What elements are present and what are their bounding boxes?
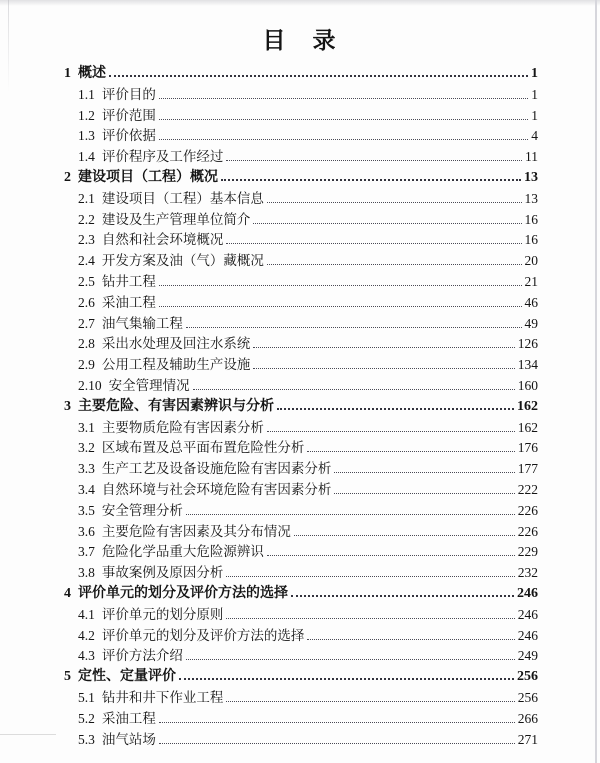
- toc-entry-page: 16: [524, 211, 538, 227]
- toc-entry-number: 2.2: [78, 211, 95, 227]
- toc-entry-number: 3.1: [78, 419, 95, 435]
- toc-entry: [64, 459, 538, 480]
- toc-entry-page: 126: [517, 336, 538, 352]
- toc-entry-label: 油气站场: [101, 731, 156, 747]
- toc-dot-leader: [253, 347, 514, 348]
- toc-entry-number: 4: [64, 585, 71, 601]
- toc-entry-label: 主要危险有害因素及其分布情况: [101, 523, 291, 539]
- toc-entry-label: 建设项目（工程）概况: [78, 169, 218, 185]
- toc-dot-leader: [159, 98, 528, 99]
- toc-entry-label: 自然和社会环境概况: [101, 232, 224, 248]
- toc-dot-leader: [226, 243, 521, 244]
- toc-entry-page: 222: [517, 481, 538, 497]
- scan-edge-bottom: [0, 734, 56, 735]
- toc-entry-number: 1.2: [78, 107, 95, 123]
- toc-entry-number: 3.8: [78, 565, 95, 581]
- toc-entry-label: 评价程序及工作经过: [101, 149, 224, 165]
- toc-entry-label: 评价单元的划分原则: [101, 606, 224, 622]
- toc-entry-page: 271: [517, 731, 538, 747]
- toc-entry-label: 油气集输工程: [101, 315, 183, 331]
- toc-entry-page: 226: [517, 502, 538, 518]
- toc-dot-leader: [159, 285, 522, 286]
- toc-dot-leader: [291, 595, 514, 597]
- toc-entry-label: 评价方法介绍: [101, 648, 183, 664]
- toc-entry: [64, 106, 538, 127]
- toc-dot-leader: [294, 535, 515, 536]
- toc-entry-number: 5.1: [78, 689, 95, 705]
- toc-dot-leader: [186, 514, 515, 515]
- toc-dot-leader: [226, 160, 522, 161]
- toc-dot-leader: [226, 618, 514, 619]
- toc-dot-leader: [226, 701, 514, 702]
- toc-entry-page: 266: [517, 710, 538, 726]
- toc-entry-number: 5.2: [78, 710, 95, 726]
- toc-entry: [64, 688, 538, 709]
- toc-entry-page: 13: [524, 190, 538, 206]
- toc-entry: [64, 210, 538, 231]
- toc-entry-label: 事故案例及原因分析: [101, 565, 224, 581]
- toc-entry-number: 2.1: [78, 190, 95, 206]
- toc-entry-label: 钻井和井下作业工程: [101, 689, 224, 705]
- toc-entry-label: 公用工程及辅助生产设施: [101, 357, 251, 373]
- toc-entry-number: 5.3: [78, 731, 95, 747]
- toc-dot-leader: [179, 678, 514, 680]
- toc-entry-number: 3.3: [78, 461, 95, 477]
- toc-entry-page: 256: [517, 669, 538, 685]
- toc-entry: [64, 646, 538, 667]
- toc-entry-label: 安全管理情况: [108, 377, 190, 393]
- toc-entry: [64, 709, 538, 730]
- toc-entry-label: 概述: [78, 66, 106, 81]
- toc-entry-number: 3.5: [78, 502, 95, 518]
- toc-entry-label: 评价单元的划分及评价方法的选择: [78, 585, 288, 601]
- toc-dot-leader: [159, 119, 528, 120]
- toc-entry: [64, 147, 538, 168]
- toc-entry-number: 3.6: [78, 523, 95, 539]
- toc-entry: [64, 730, 538, 751]
- toc-entry: [64, 605, 538, 626]
- toc-dot-leader: [334, 472, 514, 473]
- toc-entry-label: 区域布置及总平面布置危险性分析: [101, 440, 305, 456]
- toc-entry-page: 246: [517, 606, 538, 622]
- toc-entry-page: 134: [517, 357, 538, 373]
- toc-entry-page: 49: [524, 315, 538, 331]
- toc-entry-label: 采出水处理及回注水系统: [101, 336, 251, 352]
- toc-entry-number: 1.3: [78, 128, 95, 144]
- toc-entry: [64, 522, 538, 543]
- toc-dot-leader: [277, 408, 514, 410]
- toc-entry-page: 256: [517, 689, 538, 705]
- toc-dot-leader: [267, 264, 522, 265]
- toc-dot-leader: [186, 659, 515, 660]
- toc-entry-page: 21: [524, 273, 538, 289]
- toc-entry-label: 建设及生产管理单位简介: [101, 211, 251, 227]
- toc-entry-number: 3: [64, 398, 71, 414]
- toc-entry-number: 1: [64, 66, 71, 81]
- toc-dot-leader: [159, 722, 515, 723]
- toc-entry-page: 1: [531, 107, 538, 123]
- toc-entry-number: 2.8: [78, 336, 95, 352]
- toc-entry: [64, 334, 538, 355]
- toc-entry-page: 1: [531, 66, 538, 81]
- toc-entry-label: 评价目的: [101, 86, 156, 102]
- toc-dot-leader: [267, 202, 522, 203]
- toc-entry-label: 主要物质危险有害因素分析: [101, 419, 264, 435]
- toc-entry-label: 建设项目（工程）基本信息: [101, 190, 264, 206]
- toc-dot-leader: [267, 431, 515, 432]
- toc-entry-number: 2: [64, 169, 71, 185]
- toc-entry: [64, 189, 538, 210]
- toc-entry-number: 1.4: [78, 149, 95, 165]
- toc-entry: [64, 397, 538, 418]
- toc-entry-label: 安全管理分析: [101, 502, 183, 518]
- toc-entry-number: 4.1: [78, 606, 95, 622]
- toc-entry: [64, 480, 538, 501]
- toc-entry-label: 主要危险、有害因素辨识与分析: [78, 398, 274, 414]
- toc-dot-leader: [307, 639, 514, 640]
- toc-entry-number: 1.1: [78, 86, 95, 102]
- toc-dot-leader: [193, 389, 515, 390]
- toc-dot-leader: [253, 368, 514, 369]
- toc-entry-label: 开发方案及油（气）藏概况: [101, 253, 264, 269]
- toc-entry: [64, 64, 538, 85]
- toc-entry-page: 11: [525, 149, 538, 165]
- toc-entry-number: 2.10: [78, 377, 102, 393]
- toc-entry-page: 162: [517, 398, 538, 414]
- toc-entry-page: 176: [517, 440, 538, 456]
- toc-entry-label: 评价单元的划分及评价方法的选择: [101, 627, 305, 643]
- toc-entry: [64, 626, 538, 647]
- toc-dot-leader: [159, 139, 528, 140]
- toc-dot-leader: [226, 576, 514, 577]
- toc-entry-number: 2.5: [78, 273, 95, 289]
- toc-entry: [64, 438, 538, 459]
- toc-entry-label: 生产工艺及设备设施危险有害因素分析: [101, 461, 332, 477]
- toc-entry-number: 2.9: [78, 357, 95, 373]
- toc-entry-page: 1: [531, 86, 538, 102]
- toc-entry-label: 评价范围: [101, 107, 156, 123]
- toc-entry-label: 钻井工程: [101, 273, 156, 289]
- toc-dot-leader: [253, 223, 521, 224]
- toc-entry-number: 2.6: [78, 294, 95, 310]
- toc-entry-page: 246: [517, 585, 538, 601]
- toc-entry: [64, 584, 538, 605]
- toc-dot-leader: [334, 493, 514, 494]
- toc-entry: [64, 418, 538, 439]
- scan-edge-left: [8, 0, 9, 92]
- toc-entry-page: 226: [517, 523, 538, 539]
- toc-list: [64, 64, 538, 750]
- toc-entry-number: 4.2: [78, 627, 95, 643]
- toc-entry-page: 162: [517, 419, 538, 435]
- toc-entry-page: 160: [517, 377, 538, 393]
- toc-entry: [64, 272, 538, 293]
- toc-entry-page: 246: [517, 627, 538, 643]
- toc-entry-number: 5: [64, 669, 71, 685]
- toc-dot-leader: [109, 75, 528, 77]
- toc-entry-number: 3.7: [78, 544, 95, 560]
- toc-dot-leader: [159, 743, 515, 744]
- toc-dot-leader: [267, 555, 515, 556]
- toc-entry-number: 2.7: [78, 315, 95, 331]
- toc-entry-page: 13: [524, 169, 538, 185]
- toc-entry: [64, 563, 538, 584]
- toc-entry: [64, 501, 538, 522]
- toc-entry: [64, 667, 538, 688]
- toc-entry: [64, 542, 538, 563]
- toc-entry-page: 249: [517, 648, 538, 664]
- toc-entry: [64, 293, 538, 314]
- page-title: 目 录: [262, 28, 338, 53]
- toc-entry: [64, 85, 538, 106]
- toc-dot-leader: [307, 451, 514, 452]
- toc-entry-page: 46: [524, 294, 538, 310]
- toc-entry: [64, 251, 538, 272]
- toc-entry-page: 177: [517, 461, 538, 477]
- toc-entry-number: 3.4: [78, 481, 95, 497]
- toc-entry-number: 4.3: [78, 648, 95, 664]
- toc-entry-number: 2.4: [78, 253, 95, 269]
- toc-entry-page: 232: [517, 565, 538, 581]
- toc-entry-label: 定性、定量评价: [78, 669, 176, 685]
- toc-entry: [64, 314, 538, 335]
- toc-entry-label: 评价依据: [101, 128, 156, 144]
- toc-entry-number: 3.2: [78, 440, 95, 456]
- scan-edge-right: [595, 0, 597, 763]
- toc-entry-label: 采油工程: [101, 294, 156, 310]
- toc-entry: [64, 376, 538, 397]
- toc-entry-label: 采油工程: [101, 710, 156, 726]
- toc-entry: [64, 355, 538, 376]
- toc-entry-page: 229: [517, 544, 538, 560]
- toc-entry-page: 4: [531, 128, 538, 144]
- toc-entry: [64, 126, 538, 147]
- toc-entry-number: 2.3: [78, 232, 95, 248]
- toc-entry-label: 自然环境与社会环境危险有害因素分析: [101, 481, 332, 497]
- toc-entry-page: 16: [524, 232, 538, 248]
- toc-entry: [64, 230, 538, 251]
- toc-dot-leader: [186, 327, 522, 328]
- toc-dot-leader: [159, 306, 522, 307]
- scan-edge-top: [0, 0, 600, 6]
- toc-entry-label: 危险化学品重大危险源辨识: [101, 544, 264, 560]
- toc-entry: [64, 168, 538, 189]
- toc-dot-leader: [221, 179, 521, 181]
- toc-entry-page: 20: [524, 253, 538, 269]
